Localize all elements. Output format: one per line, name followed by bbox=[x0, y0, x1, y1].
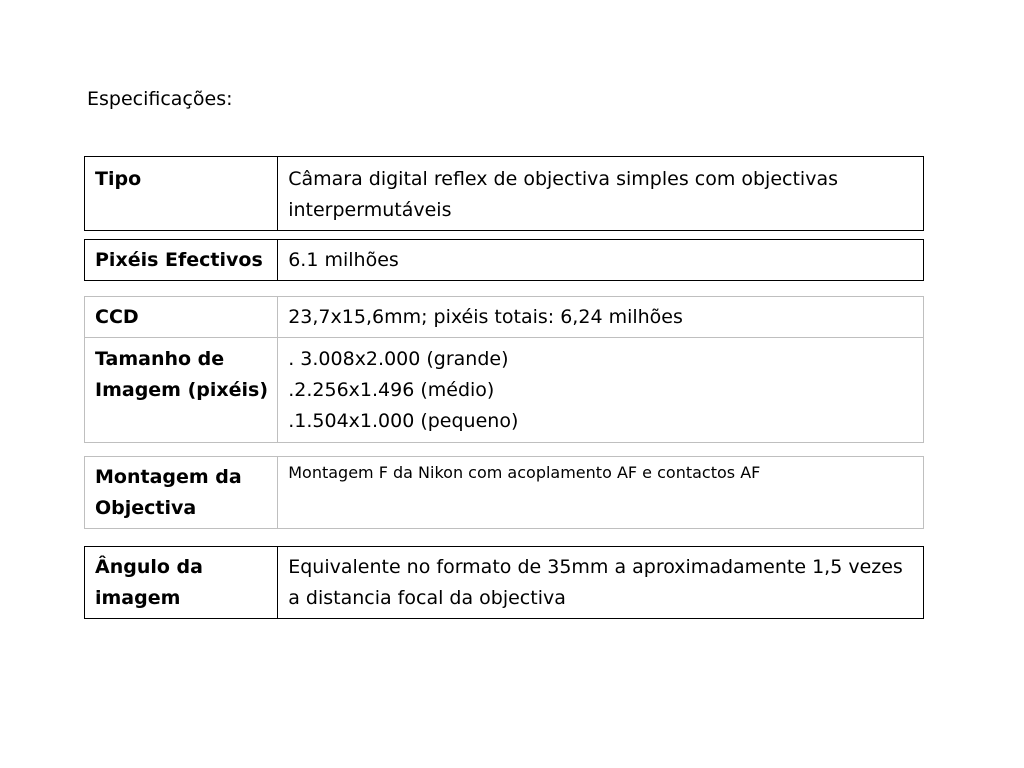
spec-value-tamanho-imagem bbox=[278, 338, 924, 443]
page-heading: Especificações: bbox=[87, 88, 233, 110]
spec-table-angulo bbox=[84, 546, 924, 619]
spec-row-tamanho-imagem bbox=[85, 338, 924, 443]
spec-table-ccd-tamanho bbox=[84, 296, 924, 443]
label-line: imagem bbox=[95, 587, 181, 609]
spec-value-montagem-objectiva: Montagem F da Nikon com acoplamento AF e contactos AF bbox=[278, 457, 924, 529]
spec-label-tamanho-imagem bbox=[85, 338, 278, 443]
label-line: Imagem (pixéis) bbox=[95, 379, 269, 401]
spec-row-pixeis-efectivos bbox=[85, 240, 924, 281]
spec-label-angulo-imagem bbox=[85, 547, 278, 619]
spec-label-ccd: CCD bbox=[85, 297, 278, 338]
label-line: Ângulo da bbox=[95, 556, 203, 578]
spec-label-tipo: Tipo bbox=[85, 157, 278, 231]
label-line: Montagem da bbox=[95, 466, 242, 488]
spec-table-pixeis-efectivos bbox=[84, 239, 924, 281]
label-line: Tamanho de bbox=[95, 348, 225, 370]
spec-label-pixeis-efectivos: Pixéis Efectivos bbox=[85, 240, 278, 281]
spec-value-ccd: 23,7x15,6mm; pixéis totais: 6,24 milhões bbox=[278, 297, 924, 338]
size-option-grande: . 3.008x2.000 (grande) bbox=[288, 348, 509, 370]
spec-label-montagem-objectiva bbox=[85, 457, 278, 529]
spec-value-angulo-imagem: Equivalente no formato de 35mm a aproximadamente 1,5 vezes a distancia focal da objectiva bbox=[278, 547, 924, 619]
spec-table-montagem bbox=[84, 456, 924, 529]
spec-row-montagem-objectiva bbox=[85, 457, 924, 529]
label-line: Objectiva bbox=[95, 497, 197, 519]
size-option-medio: .2.256x1.496 (médio) bbox=[288, 379, 495, 401]
spec-value-tipo: Câmara digital reflex de objectiva simples com objectivas interpermutáveis bbox=[278, 157, 924, 231]
spec-value-pixeis-efectivos: 6.1 milhões bbox=[278, 240, 924, 281]
spec-row-tipo bbox=[85, 157, 924, 231]
spec-row-angulo-imagem bbox=[85, 547, 924, 619]
spec-row-ccd bbox=[85, 297, 924, 338]
size-option-pequeno: .1.504x1.000 (pequeno) bbox=[288, 410, 519, 432]
spec-table-tipo bbox=[84, 156, 924, 231]
